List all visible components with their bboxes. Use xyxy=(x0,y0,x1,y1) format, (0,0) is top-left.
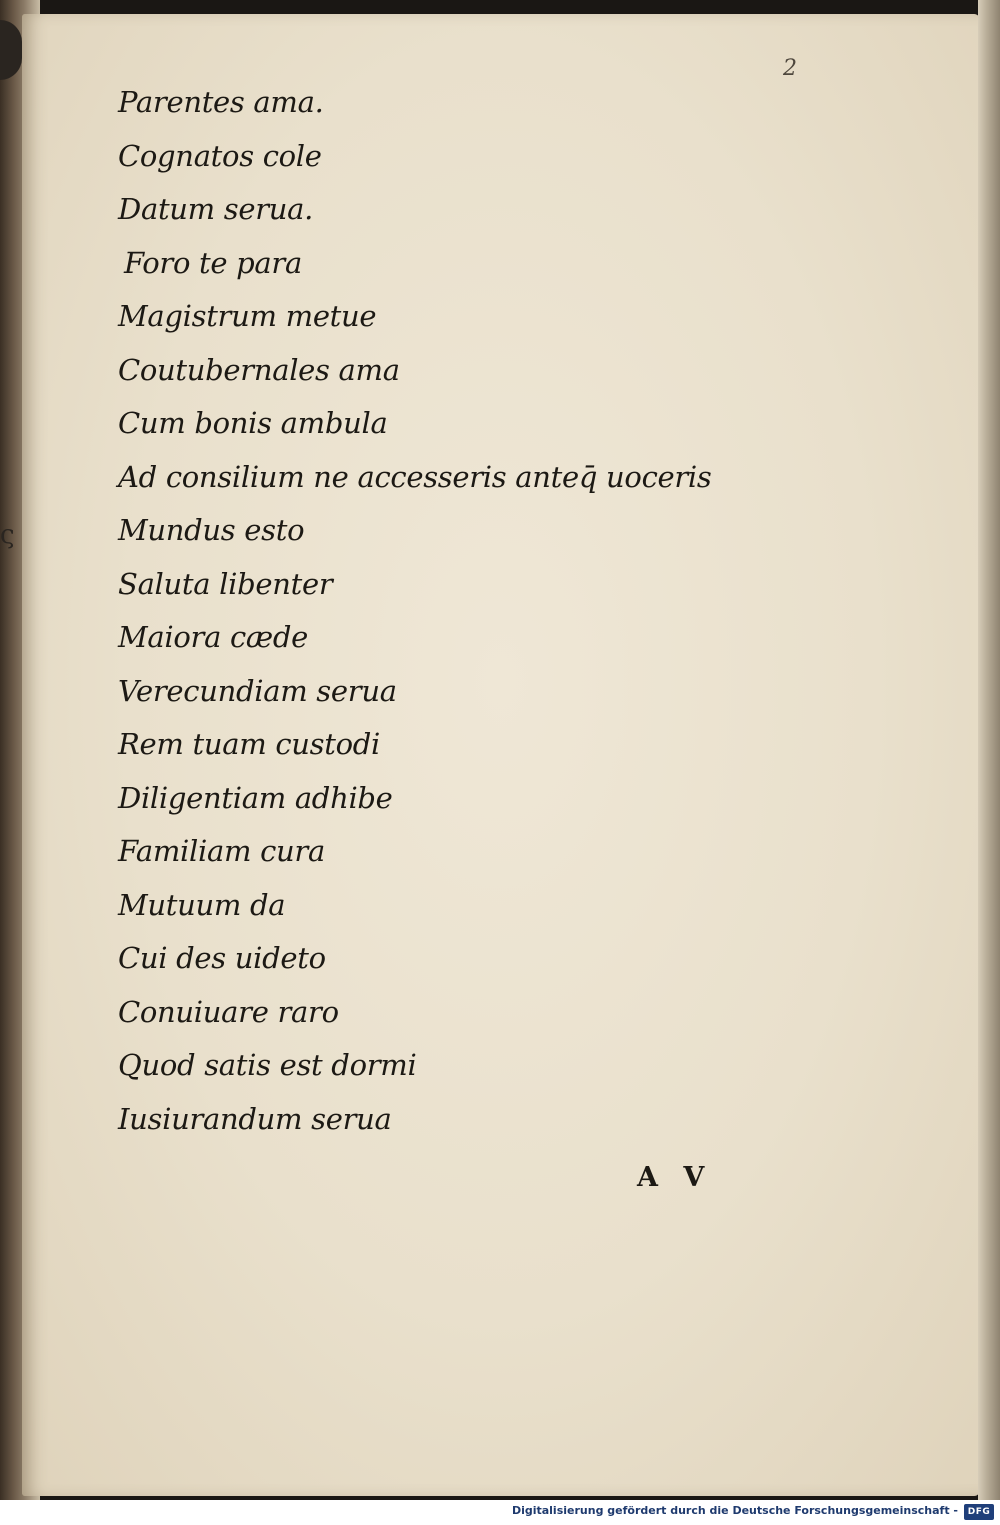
text-line: Parentes ama. xyxy=(118,85,324,119)
text-line: Foro te para xyxy=(124,245,302,280)
text-line: Ad consilium ne accesseris anteq̄ uoceris xyxy=(118,459,712,494)
text-line: Datum serua. xyxy=(118,192,314,226)
text-line: Quod satis est dormi xyxy=(118,1048,417,1082)
signature-mark: A V xyxy=(637,1162,713,1193)
page-number: 2 xyxy=(783,56,797,81)
text-line: Saluta libenter xyxy=(118,566,333,601)
dfg-logo: DFG xyxy=(964,1504,994,1520)
text-line: Coutubernales ama xyxy=(118,352,400,387)
text-line: Cum bonis ambula xyxy=(118,406,388,440)
text-line: Diligentiam adhibe xyxy=(118,780,393,815)
margin-mark: ς xyxy=(0,520,15,550)
digitization-footer xyxy=(0,1500,1000,1525)
text-line: Cui des uideto xyxy=(118,941,326,975)
latin-maxims-list xyxy=(118,76,712,1146)
text-line: Mutuum da xyxy=(118,887,286,922)
text-line: Magistrum metue xyxy=(118,299,377,333)
text-line: Mundus esto xyxy=(118,513,305,547)
text-line: Conuiuare raro xyxy=(118,994,339,1029)
text-line: Familiam cura xyxy=(118,834,325,868)
text-line: Iusiurandum serua xyxy=(118,1101,392,1136)
text-line: Maiora cæde xyxy=(118,620,309,654)
page-stack-edge xyxy=(978,0,1000,1500)
text-line: Verecundiam serua xyxy=(118,673,397,708)
funding-credit: Digitalisierung gefördert durch die Deutsche Forschungsgemeinschaft - xyxy=(511,1504,958,1517)
text-line: Cognatos cole xyxy=(118,138,322,173)
book-clasp xyxy=(0,20,22,80)
text-line: Rem tuam custodi xyxy=(118,727,381,761)
